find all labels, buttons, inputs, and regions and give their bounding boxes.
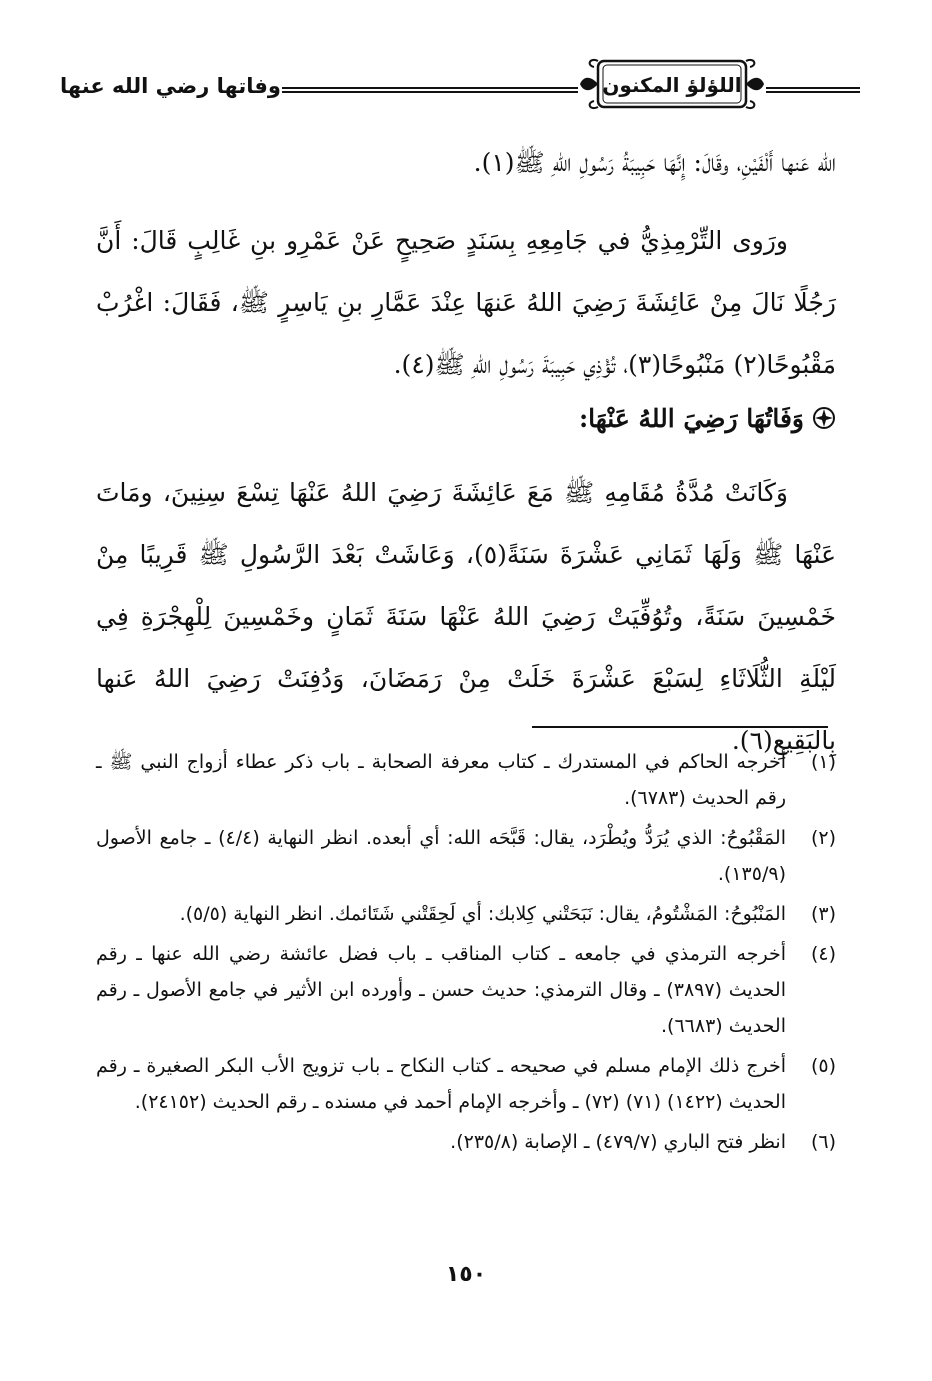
header-rule-left	[282, 87, 578, 93]
footnote-text: أخرج ذلك الإمام مسلم في صحيحه ـ كتاب النكاح ـ باب تزويج الأب البكر الصغيرة ـ رقم الحديث (١٤٢٢) (٧١) (٧٢) ـ وأخرجه الإمام أحمد في مسنده ـ رقم الحديث (٢٤١٥٢).	[96, 1055, 786, 1113]
paragraph-3: وَكَانَتْ مُدَّةُ مُقَامِهِ ﷺ مَعَ عَائِشَةَ رَضِيَ اللهُ عَنْهَا تِسْعَ سِنِينَ، ومَاتَ عَنْهَا ﷺ وَلَهَا ثَمَانِي عَشْرَةَ سَنَةً(٥)، وَعَاشَتْ بَعْدَ الرَّسُولِ ﷺ قَرِيبًا مِنْ خَمْسِينَ سَنَةً، وتُوُفِّيَتْ رَضِيَ اللهُ عَنْهَا سَنَةَ ثَمَانٍ وخَمْسِينَ لِلْهِجْرَةِ فِي لَيْلَةِ الثُّلَاثَاءِ لِسَبْعَ عَشْرَةَ خَلَتْ مِنْ رَمَضَانَ، وَدُفِنَتْ رَضِيَ اللهُ عَنها بِالبَقِيعِ(٦).	[96, 478, 836, 755]
footnote-text: المَقْبُوحُ: الذي يُرَدُّ ويُطْرَد، يقال: قَبَّحَه الله: أي أبعده. انظر النهاية (٤/٤) ـ جامع الأصول (١٣٥/٩).	[96, 827, 786, 885]
section-heading-text: وَفَاتُهَا رَضِيَ اللهُ عَنْهَا:	[578, 404, 804, 433]
paragraph-2: ورَوى التِّرْمِذِيُّ في جَامِعِهِ بِسَنَدٍ صَحِيحٍ عَنْ عَمْرِو بنِ غَالِبٍ قَالَ: أَنَّ رَجُلًا نَالَ مِنْ عَائِشَةَ رَضِيَ اللهُ عَنهَا عِنْدَ عَمَّارِ بنِ يَاسِرٍ ﷺ، فَقَالَ: اغْرُبْ مَقْبُوحًا(٢) مَنْبُوحًا(٣)، تُؤْذِي حَبِيبَةَ رَسُولِ اللهِ ﷺ(٤).	[96, 226, 836, 379]
paragraph-1: الله عَنها أَلْفَيْنِ، وقَالَ: إِنَّهَا حَبِيبَةُ رَسُولِ اللهِ ﷺ(١).	[473, 148, 836, 177]
footnote-number: (٢)	[810, 827, 836, 849]
footnote-number: (١)	[810, 751, 836, 773]
page-number: ١٥٠	[445, 1262, 487, 1287]
footnote-item	[96, 1124, 836, 1160]
footnote-number: (٤)	[810, 943, 836, 965]
header-rule-right	[766, 87, 860, 93]
page-header	[60, 40, 866, 120]
footnote-item	[96, 896, 836, 932]
book-title-frame	[578, 55, 766, 113]
footnote-number: (٦)	[810, 1131, 836, 1153]
flower-ornament-icon	[812, 406, 836, 430]
footnote-separator	[532, 726, 828, 728]
footnote-text: المَنْبُوحُ: المَشْتُومُ، يقال: نَبَحَتْني كِلابك: أي لَحِقَتْني شَتَائمك. انظر النهاية (٥/٥).	[179, 903, 786, 925]
footnotes	[96, 744, 836, 1164]
footnote-text: أخرجه الحاكم في المستدرك ـ كتاب معرفة الصحابة ـ باب ذكر عطاء أزواج النبي ﷺ ـ رقم الحديث (٦٧٨٣).	[96, 751, 786, 809]
footnote-item	[96, 744, 836, 816]
footnote-text: انظر فتح الباري (٤٧٩/٧) ـ الإصابة (٢٣٥/٨).	[450, 1131, 786, 1153]
footnote-item	[96, 820, 836, 892]
footnote-number: (٥)	[810, 1055, 836, 1077]
section-heading	[579, 404, 836, 433]
footnote-item	[96, 936, 836, 1044]
footnote-number: (٣)	[810, 903, 836, 925]
book-title: اللؤلؤ المكنون	[602, 73, 742, 97]
footnote-item	[96, 1048, 836, 1120]
footnote-text: أخرجه الترمذي في جامعه ـ كتاب المناقب ـ باب فضل عائشة رضي الله عنها ـ رقم الحديث (٣٨٩٧) ـ وقال الترمذي: حديث حسن ـ وأورده ابن الأثير في جامع الأصول ـ رقم الحديث (٦٦٨٣).	[96, 943, 787, 1037]
chapter-title: وفاتها رضي الله عنها	[60, 74, 281, 98]
